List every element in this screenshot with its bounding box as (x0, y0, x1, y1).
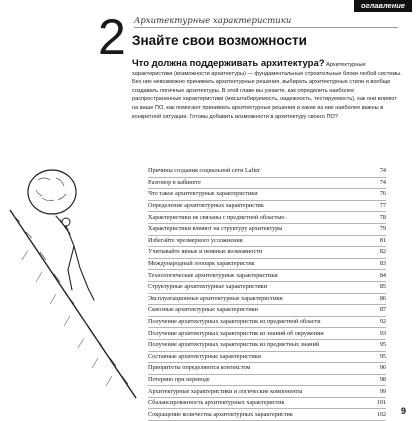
toc-item-page: 81 (379, 236, 386, 244)
page-number: 9 (400, 406, 406, 416)
toc-item-title: Структурные архитектурные характеристики (148, 283, 268, 291)
toc-item-page: 86 (379, 294, 386, 302)
chapter-title: Знайте свои возможности (132, 33, 307, 48)
toc-item[interactable] (148, 375, 386, 387)
toc-item-title: Эксплуатационные архитектурные характеристики (148, 294, 283, 302)
toc-item[interactable] (148, 409, 386, 421)
toc-item-title: Разговор в кабинете (148, 178, 201, 186)
toc-item[interactable] (148, 340, 386, 352)
toc-item-title: Учитывайте явные и неявные возможности (148, 248, 263, 256)
toc-item-title: Архитектурные характеристики и логические компоненты (148, 387, 303, 395)
toc-item-title: Сокращение количества архитектурных характеристик (148, 410, 293, 418)
toc-item[interactable] (148, 224, 386, 236)
toc-item[interactable] (148, 398, 386, 410)
chapter-subtitle: Архитектурные характеристики (134, 16, 398, 28)
section-tab: оглавление (354, 0, 412, 12)
toc-item[interactable] (148, 352, 386, 364)
toc-item-title: Международный зоопарк характеристик (148, 260, 255, 268)
toc-item[interactable] (148, 386, 386, 398)
toc-item-page: 82 (379, 248, 386, 256)
toc-item-title: Характеристики влияют на структуру архитектуры (148, 225, 283, 233)
toc-item-page: 74 (379, 167, 386, 175)
toc-item-title: Причины создания социальной сети Lafter (148, 167, 261, 175)
toc-item-title: Технологические архитектурные характеристики (148, 271, 278, 279)
toc-item[interactable] (148, 317, 386, 329)
toc-item-page: 77 (379, 202, 386, 210)
toc-item-page: 101 (376, 399, 386, 407)
toc-item-title: Сквозные архитектурные характеристики (148, 306, 258, 314)
toc-item[interactable] (148, 189, 386, 201)
intro-lead: Что должна поддерживать архитектура? (132, 58, 325, 69)
toc-item-page: 102 (376, 410, 386, 418)
chapter-number: 2 (98, 9, 126, 65)
toc-item-title: Получение архитектурных характеристик из предметных знаний (148, 341, 320, 349)
toc-item[interactable] (148, 201, 386, 213)
toc-item[interactable] (148, 328, 386, 340)
toc-item-title: Приоритеты определяются контекстом (148, 364, 251, 372)
toc-item-title: Составные архитектурные характеристики (148, 352, 261, 360)
toc-item-page: 79 (379, 225, 386, 233)
toc-item-page: 74 (379, 178, 386, 186)
toc-item-page: 84 (379, 271, 386, 279)
toc-item-page: 87 (379, 306, 386, 314)
sisyphus-boulder-icon (8, 150, 138, 400)
toc-item-page: 78 (379, 213, 386, 221)
toc-item-page: 99 (379, 387, 386, 395)
toc-item-title: Характеристики не связаны с предметной областью (148, 213, 285, 221)
toc-item[interactable] (148, 270, 386, 282)
toc-item-page: 98 (379, 375, 386, 383)
toc-item-page: 76 (379, 190, 386, 198)
toc-item-title: Избегайте чрезмерного усложнения (148, 236, 243, 244)
table-of-contents (148, 166, 386, 421)
toc-item-title: Определение архитектурных характеристик (148, 202, 264, 210)
toc-item-page: 85 (379, 283, 386, 291)
toc-item-page: 83 (379, 260, 386, 268)
toc-item-page: 93 (379, 329, 386, 337)
toc-item[interactable] (148, 166, 386, 178)
toc-item[interactable] (148, 294, 386, 306)
toc-item-page: 95 (379, 341, 386, 349)
toc-item[interactable] (148, 305, 386, 317)
intro-body: Архитектурные характеристики (возможности архитектуры) — фундаментальные строительные блоки любой системы. Без них невозможно принимать архитектурные решения, выбирать архитектурные стили и вообще создавать логичные архитектуры. В этой главе вы узнаете, как определить наиболее распространенные характеристики (масштабируемость, надежность, тестируемость), как они влияют на ваше ПО, как помогают принимать архитектурные решения и какие из них наиболее важны в конкретной ситуации. Готовы добавить возможности в архитектуру своего ПО? (132, 62, 402, 120)
toc-item[interactable] (148, 247, 386, 259)
toc-item-title: Потеряно при переводе (148, 375, 210, 383)
toc-item-title: Получение архитектурных характеристик из знаний об окружении (148, 329, 324, 337)
toc-item[interactable] (148, 259, 386, 271)
toc-item[interactable] (148, 178, 386, 190)
toc-item[interactable] (148, 212, 386, 224)
toc-item[interactable] (148, 363, 386, 375)
toc-item-page: 96 (379, 364, 386, 372)
toc-item-page: 92 (379, 318, 386, 326)
toc-item[interactable] (148, 282, 386, 294)
toc-item-title: Получение архитектурных характеристик из предметной области (148, 318, 321, 326)
toc-item-title: Что такое архитектурные характеристики (148, 190, 258, 198)
toc-item-title: Сбалансированность архитектурных характеристик (148, 399, 285, 407)
toc-item[interactable] (148, 236, 386, 248)
chapter-intro (132, 60, 404, 121)
toc-item-page: 95 (379, 352, 386, 360)
